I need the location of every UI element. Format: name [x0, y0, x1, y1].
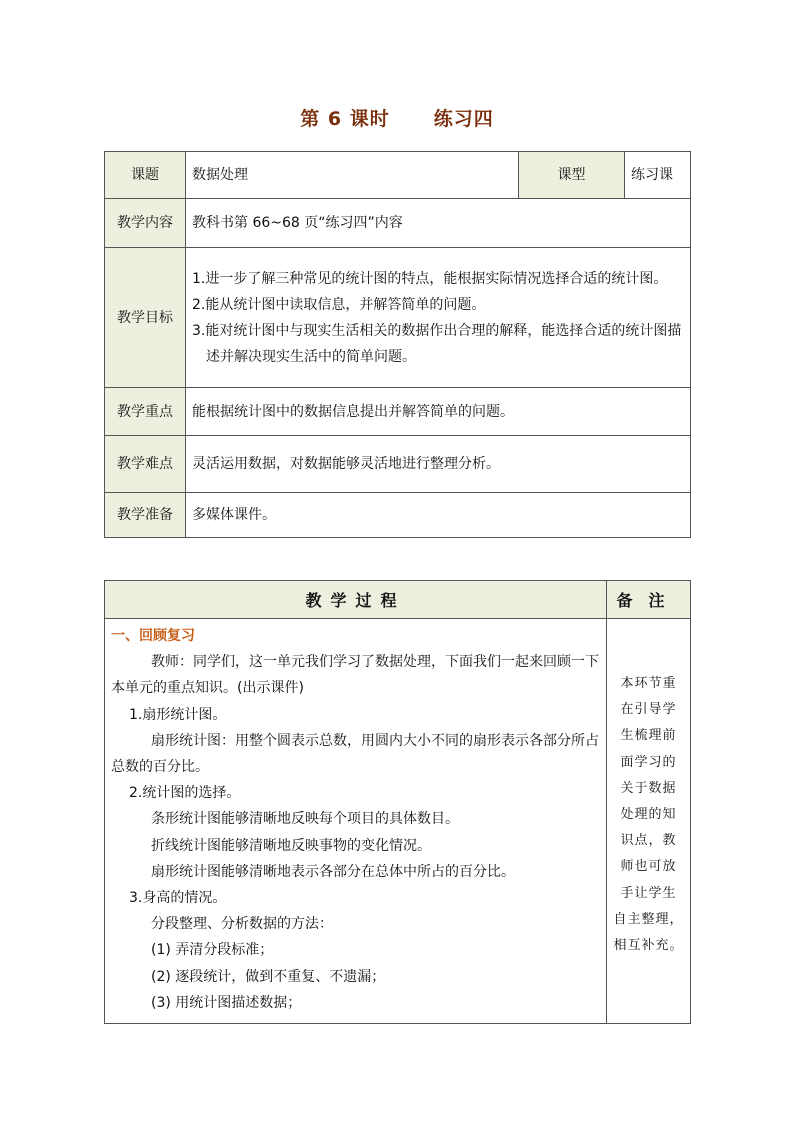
lesson-info-table	[104, 151, 691, 538]
type-value: 练习课	[625, 152, 691, 199]
note-line: 识点，教	[620, 833, 677, 849]
note-line: 自主整理，	[613, 911, 684, 927]
section-title: 一、回顾复习	[111, 628, 195, 644]
process-body	[105, 619, 607, 1024]
note-line: 生梳理前	[620, 728, 677, 744]
note-line: 处理的知	[620, 807, 677, 823]
content-label: 教学内容	[105, 199, 186, 248]
prep-label: 教学准备	[105, 493, 186, 538]
item-line: 扇形统计图能够清晰地表示各部分在总体中所占的百分比。	[151, 863, 515, 880]
goal-item: 3.能对统计图中与现实生活相关的数据作出合理的解释，能选择合适的统计图描述并解决现实生活中的简单问题。	[192, 322, 682, 365]
step-line: (2) 逐段统计，做到不重复、不遗漏；	[151, 968, 386, 985]
item-line: 折线统计图能够清晰地反映事物的变化情况。	[151, 837, 431, 854]
goal-item: 1.进一步了解三种常见的统计图的特点，能根据实际情况选择合适的统计图。	[192, 270, 668, 287]
note-line: 面学习的	[620, 754, 677, 770]
item-title: 2.统计图的选择。	[129, 785, 241, 802]
key-label: 教学重点	[105, 388, 186, 436]
topic-value: 数据处理	[186, 152, 519, 199]
type-label: 课型	[519, 152, 625, 199]
page-title	[0, 104, 794, 131]
topic-label: 课题	[105, 152, 186, 199]
note-line: 关于数据	[620, 780, 677, 796]
teaching-process-table	[104, 580, 691, 1024]
lesson-number: 第 6 课时	[300, 108, 390, 130]
note-line: 手让学生	[620, 885, 677, 901]
item-title: 1.扇形统计图。	[129, 706, 227, 723]
item-text: 扇形统计图：用整个圆表示总数，用圆内大小不同的扇形表示各部分所占总数的百分比。	[111, 732, 599, 776]
goals-label: 教学目标	[105, 248, 186, 388]
goals-list	[186, 248, 691, 388]
prep-value: 多媒体课件。	[186, 493, 691, 538]
note-line: 师也可放	[620, 859, 677, 875]
note-header: 备注	[607, 581, 691, 619]
difficulty-value: 灵活运用数据，对数据能够灵活地进行整理分析。	[186, 436, 691, 493]
item-title: 3.身高的情况。	[129, 890, 227, 907]
note-line: 在引导学	[620, 702, 677, 718]
step-line: (1) 弄清分段标准；	[151, 942, 274, 959]
lesson-name: 练习四	[433, 108, 494, 130]
content-value: 教科书第 66~68 页“练习四”内容	[186, 199, 691, 248]
key-value: 能根据统计图中的数据信息提出并解答简单的问题。	[186, 388, 691, 436]
note-column	[607, 619, 691, 1024]
intro-paragraph: 教师：同学们，这一单元我们学习了数据处理，下面我们一起来回顾一下本单元的重点知识。(出示课件)	[111, 654, 599, 697]
difficulty-label: 教学难点	[105, 436, 186, 493]
goal-item: 2.能从统计图中读取信息，并解答简单的问题。	[192, 296, 486, 313]
item-line: 条形统计图能够清晰地反映每个项目的具体数目。	[151, 811, 459, 828]
item-line: 分段整理、分析数据的方法：	[151, 916, 333, 933]
note-line: 本环节重	[620, 676, 677, 691]
note-line: 相互补充。	[613, 938, 684, 954]
process-header: 教学过程	[105, 581, 607, 619]
step-line: (3) 用统计图描述数据；	[151, 994, 302, 1011]
